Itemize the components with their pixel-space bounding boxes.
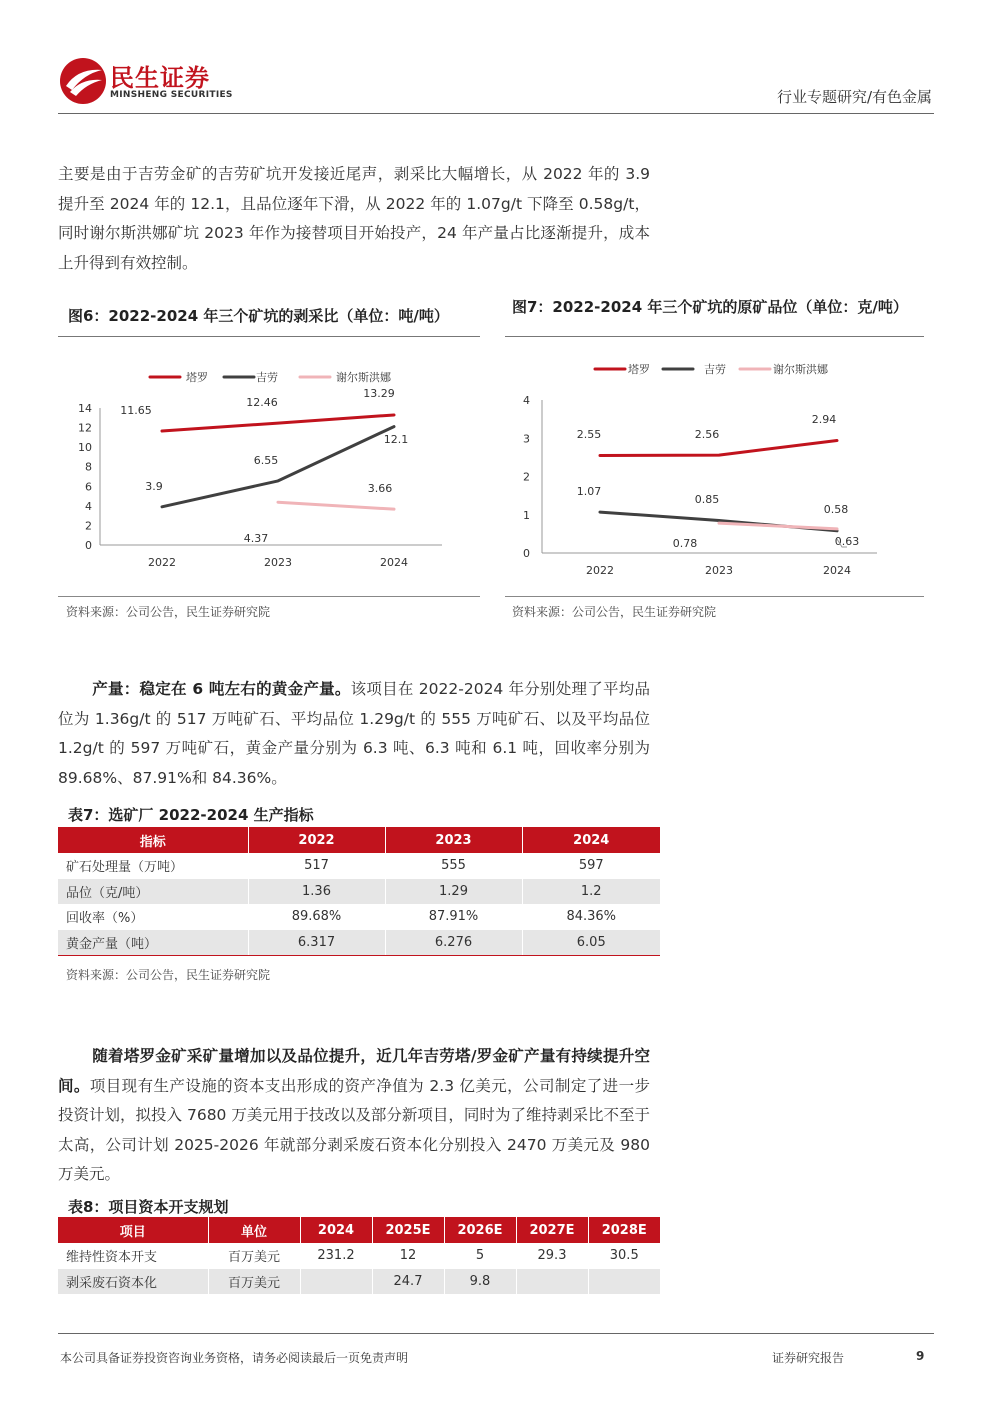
paragraph-2-bold: 产量：稳定在 6 吨左右的黄金产量。 (92, 680, 351, 698)
paragraph-1: 主要是由于吉劳金矿的吉劳矿坑开发接近尾声，剥采比大幅增长，从 2022 年的 3.9 提升至 2024 年的 12.1，且品位逐年下滑，从 2022 年的 1.07g/t 下降至 0.58g/t，同时谢尔斯洪娜矿坑 2023 年作为接替项目开始投产，24 年产量占比逐渐提升，成本上升得到有效控制。 (58, 165, 650, 272)
data-label: 0.78 (672, 537, 698, 550)
series-line-0 (600, 441, 837, 456)
table-cell: 品位（克/吨） (58, 879, 248, 905)
data-label: 6.55 (253, 454, 279, 467)
table-cell: 1.29 (385, 879, 522, 905)
footer-disclaimer: 本公司具备证券投资咨询业务资格，请务必阅读最后一页免责声明 (60, 1351, 409, 1365)
logo-mark-icon (58, 56, 108, 106)
fig7-rule-top (505, 336, 924, 337)
table8 (58, 1217, 660, 1294)
series-line-0 (162, 415, 394, 431)
table8-header: 单位 (208, 1217, 300, 1243)
table-cell: 29.3 (516, 1243, 588, 1269)
table-cell (300, 1269, 372, 1295)
fig6-chart (58, 340, 480, 595)
table-cell: 9.8 (444, 1269, 516, 1295)
table-cell: 回收率（%） (58, 904, 248, 930)
table-cell: 84.36% (566, 909, 617, 925)
y-tick-label: 8 (85, 460, 92, 474)
header-category: 行业专题研究/有色金属 (776, 88, 932, 106)
table7-header: 2022 (248, 827, 385, 853)
legend-label: 吉劳 (256, 371, 278, 384)
data-label: 1.07 (576, 485, 602, 498)
data-label: 12.46 (246, 396, 278, 409)
logo-cn: 民生证券 (110, 64, 210, 92)
data-label: 0.63 (834, 535, 860, 548)
y-tick-label: 10 (78, 441, 92, 455)
x-tick-label: 2024 (380, 556, 408, 569)
y-tick-label: 3 (523, 432, 530, 446)
table-cell: 24.7 (372, 1269, 444, 1295)
table-cell: 5 (444, 1243, 516, 1269)
table-row (58, 904, 660, 930)
page-number: 9 (916, 1349, 925, 1363)
x-tick-label: 2022 (586, 564, 614, 577)
table7-header: 2024 (522, 827, 660, 853)
data-label: 0.58 (823, 503, 849, 516)
logo-en: MINSHENG SECURITIES (110, 90, 233, 100)
table-cell: 89.68% (248, 904, 385, 930)
fig6-title: 图6：2022-2024 年三个矿坑的剥采比（单位：吨/吨） (68, 307, 449, 325)
y-tick-label: 2 (85, 519, 92, 533)
data-label: 11.65 (120, 404, 152, 417)
table8-header: 2027E (516, 1217, 588, 1243)
x-tick-label: 2023 (264, 556, 292, 569)
table-cell: 30.5 (609, 1248, 639, 1264)
y-tick-label: 2 (523, 470, 530, 484)
table8-header: 2025E (372, 1217, 444, 1243)
fig6-rule-bottom (58, 596, 480, 597)
fig7-chart (505, 340, 924, 595)
table-row (58, 853, 660, 879)
table-cell: 1.36 (248, 879, 385, 905)
logo (58, 56, 258, 106)
table-cell: 597 (578, 858, 604, 874)
fig7-source: 资料来源：公司公告，民生证券研究院 (512, 605, 717, 619)
series-line-2 (278, 502, 394, 509)
table-row (58, 930, 660, 956)
table7-header: 2023 (385, 827, 522, 853)
table7-header-row (58, 827, 660, 853)
y-tick-label: 4 (85, 499, 92, 513)
table-cell (516, 1269, 588, 1295)
table-cell: 6.05 (522, 930, 660, 956)
table-cell: 1.2 (522, 879, 660, 905)
fig7-title: 图7：2022-2024 年三个矿坑的原矿品位（单位：克/吨） (512, 298, 908, 316)
paragraph-2 (58, 675, 650, 793)
table7-title: 表7：选矿厂 2022-2024 生产指标 (68, 806, 314, 824)
y-tick-label: 6 (85, 480, 92, 494)
table8-title: 表8：项目资本开支规划 (68, 1198, 229, 1216)
paragraph-3-bold: 随着塔罗金矿采矿量增加以及品位提升，近几年吉劳塔/罗金矿产量有持续提升空间。 (58, 1047, 650, 1095)
table8-header-row (58, 1217, 660, 1243)
y-tick-label: 1 (523, 508, 530, 522)
footer-divider (58, 1333, 934, 1334)
paragraph-3-text: 项目现有生产设施的资本支出形成的资产净值为 2.3 亿美元，公司制定了进一步投资计划，拟投入 7680 万美元用于技改以及部分新项目，同时为了维持剥采比不至于太高，公司计划 2025-2026 年就部分剥采废石资本化分别投入 2470 万美元及 980 万美元。 (58, 1076, 650, 1183)
table-cell: 517 (248, 853, 385, 879)
y-tick-label: 0 (85, 539, 92, 552)
data-label: 0.85 (694, 493, 720, 506)
table-cell (588, 1269, 660, 1295)
data-label: 2.55 (576, 428, 602, 441)
table-row (58, 1269, 660, 1295)
table-cell: 6.276 (385, 930, 522, 956)
table-cell: 百万美元 (208, 1243, 300, 1269)
fig6-source: 资料来源：公司公告，民生证券研究院 (66, 605, 271, 619)
data-label: 12.1 (383, 433, 409, 446)
data-label: 13.29 (363, 387, 395, 400)
legend-label: 谢尔斯洪娜 (773, 363, 828, 376)
table-cell: 87.91% (385, 904, 522, 930)
legend-label: 塔罗 (186, 371, 208, 384)
fig7-rule-bottom (505, 596, 924, 597)
table7-header: 指标 (58, 827, 248, 853)
data-label: 3.9 (145, 480, 163, 493)
legend-label: 谢尔斯洪娜 (336, 371, 391, 384)
series-line-2 (719, 523, 837, 529)
legend-label: 吉劳 (704, 363, 726, 376)
y-tick-label: 14 (78, 402, 92, 415)
fig6-rule-top (58, 336, 480, 337)
table8-header: 2028E (588, 1217, 660, 1243)
y-tick-label: 12 (78, 421, 92, 435)
table7-source: 资料来源：公司公告，民生证券研究院 (66, 968, 271, 982)
x-tick-label: 2023 (705, 564, 733, 577)
table-row (58, 879, 660, 905)
table7 (58, 827, 660, 956)
table-cell: 剥采废石资本化 (58, 1269, 208, 1295)
table-cell: 维持性资本开支 (58, 1243, 208, 1269)
y-tick-label: 4 (523, 394, 530, 407)
header-divider (58, 113, 934, 114)
table8-header: 2024 (300, 1217, 372, 1243)
x-tick-label: 2022 (148, 556, 176, 569)
data-label: 4.37 (243, 532, 269, 545)
table-cell: 6.317 (248, 930, 385, 956)
data-label: 2.56 (694, 428, 720, 441)
data-label: 3.66 (367, 482, 393, 495)
paragraph-2-text: 该项目在 2022-2024 年分别处理了平均品位为 1.36g/t 的 517 万吨矿石、平均品位 1.29g/t 的 555 万吨矿石、以及平均品位 1.2g/t 的 597 万吨矿石，黄金产量分别为 6.3 吨、6.3 吨和 6.1 吨，回收率分别为 89.68%、87.91%和 84.36%。 (58, 680, 650, 787)
y-tick-label: 0 (523, 547, 530, 560)
table-cell: 12 (372, 1243, 444, 1269)
table8-header: 2026E (444, 1217, 516, 1243)
data-label: 2.94 (811, 413, 837, 426)
legend-label: 塔罗 (628, 363, 650, 376)
table8-header: 项目 (58, 1217, 208, 1243)
table-row (58, 1243, 660, 1269)
paragraph-3 (58, 1042, 650, 1190)
table-cell: 231.2 (300, 1243, 372, 1269)
table-cell: 黄金产量（吨） (58, 930, 248, 956)
x-tick-label: 2024 (823, 564, 851, 577)
table-cell: 百万美元 (208, 1269, 300, 1295)
footer-report-type: 证券研究报告 (772, 1351, 845, 1365)
table-cell: 矿石处理量（万吨） (58, 853, 248, 879)
table-cell: 555 (385, 853, 522, 879)
